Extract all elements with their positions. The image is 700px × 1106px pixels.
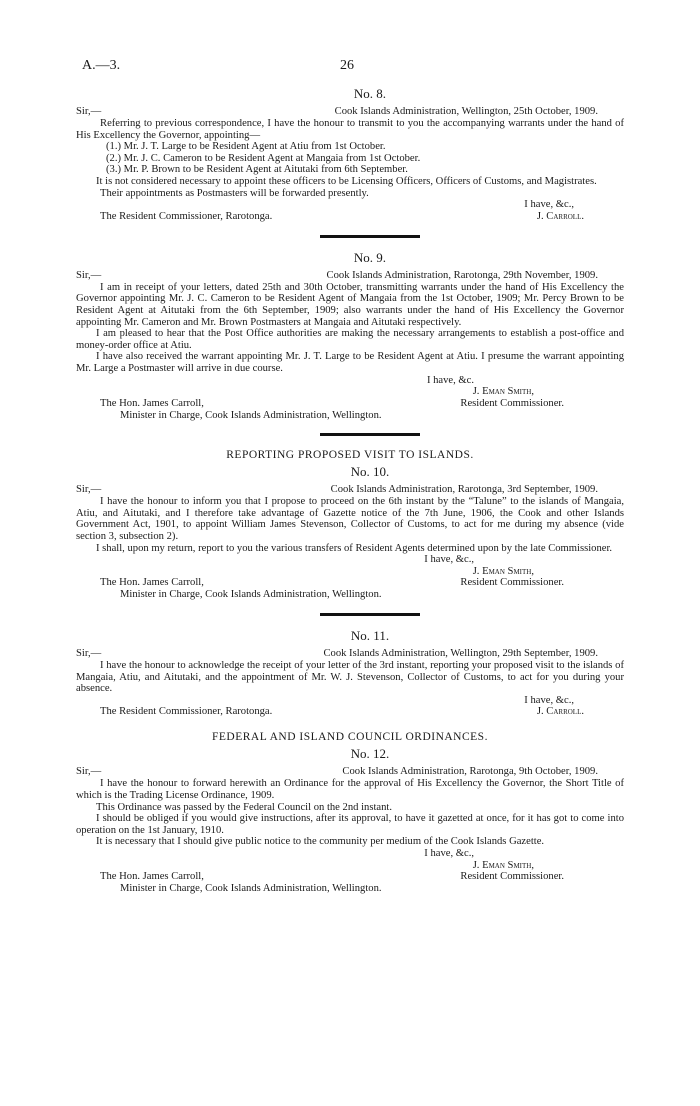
letter-address: Cook Islands Administration, Rarotonga, 29th November, 1909. [326, 269, 598, 281]
addressee: The Hon. James Carroll, [100, 871, 204, 883]
letter-no-8 [76, 86, 624, 223]
section-divider [320, 235, 420, 238]
letter-number: No. 8. [353, 86, 387, 101]
letter-no-12 [76, 730, 624, 894]
addressee: The Resident Commissioner, Rarotonga. [100, 706, 273, 718]
letter-no-10 [76, 448, 624, 601]
salutation-line [76, 648, 624, 660]
salutation: Sir,— [76, 766, 102, 778]
signature: J. Carroll. [536, 706, 584, 718]
letter-number: No. 12. [350, 746, 390, 762]
letter-no-9 [76, 250, 624, 422]
addressee: The Hon. James Carroll, [100, 397, 204, 409]
letter-address: Cook Islands Administration, Rarotonga, 3rd September, 1909. [330, 484, 598, 496]
list-item: (2.) Mr. J. C. Cameron to be Resident Agent at Mangaia from 1st October. [106, 152, 421, 164]
letter-paragraph: I have the honour to acknowledge the receipt of your letter of the 3rd instant, reporting your proposed visit to the islands of Mangaia, Atiu, and Aitutaki, and the appointment of Mr. W. J. Stevenson, Collector of Customs, to act for you during your absence. [76, 660, 624, 695]
page-number: 26 [340, 58, 354, 73]
addressee-line [76, 577, 624, 589]
signatory-title: Resident Commissioner. [460, 577, 564, 589]
list-item: (3.) Mr. P. Brown to be Resident Agent at Aitutaki from 6th September. [106, 164, 408, 176]
letter-paragraph: It is necessary that I should give public notice to the community per medium of the Cook Islands Gazette. [96, 836, 545, 848]
section-divider [320, 433, 420, 436]
signature: J. Eman Smith, [472, 859, 534, 871]
section-heading: FEDERAL AND ISLAND COUNCIL ORDINANCES. [212, 731, 488, 744]
letter-paragraph: It is not considered necessary to appoint these officers to be Licensing Officers, Officers of Customs, and Magistrates. [96, 175, 597, 187]
letter-paragraph: I should be obliged if you would give instructions, after its approval, to have it gazetted at once, for it has got to come into operation on the 1st January, 1910. [76, 813, 624, 836]
letter-paragraph: Referring to previous correspondence, I have the honour to transmit to you the accompanying warrants under the hand of His Excellency the Governor, appointing— [76, 118, 624, 141]
signature: J. Eman Smith, [472, 565, 534, 577]
letter-number: No. 9. [353, 249, 387, 265]
addressee-detail: Minister in Charge, Cook Islands Administration, Wellington. [120, 589, 382, 601]
signature: J. Eman Smith, [472, 386, 534, 398]
letter-paragraph: Their appointments as Postmasters will be forwarded presently. [100, 187, 369, 199]
letter-closing: I have, &c., [524, 199, 574, 211]
letter-paragraph: This Ordinance was passed by the Federal Council on the 2nd instant. [96, 801, 392, 813]
letter-closing: I have, &c., [524, 694, 574, 706]
signature-line [76, 211, 624, 223]
addressee: The Resident Commissioner, Rarotonga. [100, 210, 273, 222]
salutation-line [76, 270, 624, 282]
signature: J. Carroll. [536, 210, 584, 222]
list-item: (1.) Mr. J. T. Large to be Resident Agent at Atiu from 1st October. [106, 141, 386, 153]
section-divider [320, 613, 420, 616]
signature-line [76, 706, 624, 718]
addressee-detail: Minister in Charge, Cook Islands Administration, Wellington. [120, 409, 382, 421]
letter-paragraph: I have the honour to forward herewith an Ordinance for the approval of His Excellency the Governor, the Short Title of which is the Trading License Ordinance, 1909. [76, 778, 624, 801]
salutation-line [76, 484, 624, 496]
letter-paragraph: I have the honour to inform you that I propose to proceed on the 6th instant by the “Talune” to the islands of Mangaia, Atiu, and Aitutaki, and I therefore take advantage of Gazette notice of the 7th June, 1906, the Cook and other Islands Government Act, 1901, to appoint William James Stevenson, Collector of Customs, to act for me during my absence (vide section 3, subsection 2). [76, 496, 624, 543]
salutation: Sir,— [76, 484, 102, 496]
letter-closing: I have, &c., [424, 847, 474, 859]
letter-paragraph: I have also received the warrant appointing Mr. J. T. Large to be Resident Agent at Atiu. I presume the warrant appointing Mr. Large a Postmaster will arrive in due course. [76, 351, 624, 374]
addressee-line [76, 398, 624, 410]
salutation: Sir,— [76, 269, 102, 281]
salutation-line [76, 766, 624, 778]
spacer [76, 718, 624, 730]
letter-number: No. 10. [350, 464, 390, 480]
page-header [82, 58, 618, 74]
letter-no-11 [76, 628, 624, 718]
page-body [76, 86, 624, 895]
letter-number: No. 11. [350, 628, 390, 644]
salutation: Sir,— [76, 648, 102, 660]
letter-closing: I have, &c., [424, 554, 474, 566]
signatory-title: Resident Commissioner. [460, 871, 564, 883]
section-heading: REPORTING PROPOSED VISIT TO ISLANDS. [226, 449, 474, 462]
letter-address: Cook Islands Administration, Wellington, 29th September, 1909. [323, 648, 598, 660]
letter-address: Cook Islands Administration, Wellington, 25th October, 1909. [334, 106, 598, 117]
salutation: Sir,— [76, 106, 102, 117]
addressee: The Hon. James Carroll, [100, 577, 204, 589]
paper-reference: A.—3. [82, 58, 121, 73]
signatory-title: Resident Commissioner. [460, 397, 564, 409]
letter-paragraph: I am pleased to hear that the Post Office authorities are making the necessary arrangements to establish a post-office and money-order office at Atiu. [76, 328, 624, 351]
letter-paragraph: I shall, upon my return, report to you the various transfers of Resident Agents determined upon by the late Commissioner. [96, 542, 613, 554]
salutation-line [76, 106, 624, 118]
letter-closing: I have, &c. [426, 374, 474, 386]
addressee-line [76, 871, 624, 883]
letter-address: Cook Islands Administration, Rarotonga, 9th October, 1909. [342, 766, 598, 778]
addressee-detail: Minister in Charge, Cook Islands Administration, Wellington. [120, 883, 382, 895]
letter-paragraph: I am in receipt of your letters, dated 25th and 30th October, transmitting warrants under the hand of His Excellency the Governor appointing Mr. J. C. Cameron to be Resident Agent of Mangaia from the 1st October, 1909; Mr. Percy Brown to be Resident Agent at Aitutaki from the 6th September, 1909; also warrants under the hand of His Excellency the Governor appointing Mr. Cameron and Mr. Brown Postmasters at Mangaia and Aitutaki respectively. [76, 281, 624, 328]
